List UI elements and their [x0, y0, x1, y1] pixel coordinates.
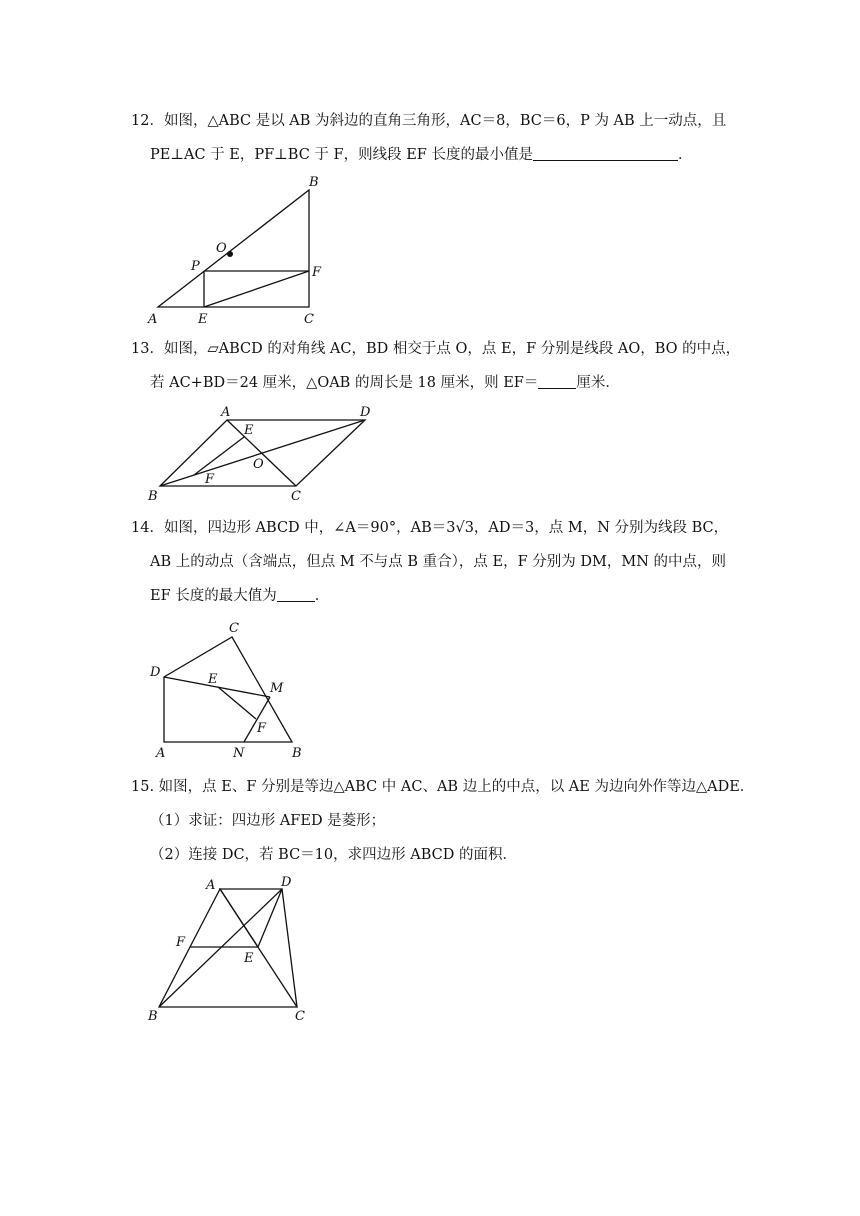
- q13-label-f: F: [205, 472, 215, 487]
- q13-label-a: A: [221, 405, 231, 420]
- q13-text-line-2-body: 若 AC+BD＝24 厘米，△OAB 的周长是 18 厘米，则 EF＝: [150, 375, 539, 391]
- q14-text-line-1: 14．如图，四边形 ABCD 中，∠A＝90°，AB＝3√3，AD＝3，点 M，N 分别为线段 BC，: [131, 520, 729, 536]
- q13-answer-blank: [538, 374, 576, 389]
- q15-label-e: E: [244, 951, 254, 966]
- q15-text-line-1: 15. 如图，点 E、F 分别是等边△ABC 中 AC、AB 边上的中点，以 AE 为边向外作等边△ADE．: [131, 779, 755, 795]
- q15-label-b: B: [148, 1009, 158, 1024]
- q13-label-e: E: [244, 423, 254, 438]
- q12-point-o: [227, 251, 233, 257]
- q12-label-f: F: [312, 265, 322, 280]
- q15-label-d: D: [281, 875, 292, 890]
- q13-label-o: O: [253, 457, 264, 472]
- q12-figure: [140, 170, 370, 330]
- q14-answer-blank: [277, 587, 315, 602]
- q12-label-b: B: [309, 175, 319, 190]
- q13-text-line-2: [150, 373, 620, 393]
- q14-label-d: D: [150, 665, 161, 680]
- q14-figure: [140, 615, 320, 765]
- q15-segment-dc: [282, 889, 297, 1007]
- q14-text-line-3-end: ．: [314, 588, 330, 604]
- q12-segment-ef: [204, 271, 309, 307]
- q13-label-d: D: [360, 405, 371, 420]
- q14-label-m: M: [270, 681, 284, 696]
- q14-label-e: E: [208, 672, 218, 687]
- q14-label-b: B: [292, 746, 302, 761]
- q15-text-line-3: （2）连接 DC，若 BC＝10，求四边形 ABCD 的面积．: [150, 847, 517, 863]
- q15-text-line-2: （1）求证：四边形 AFED 是菱形；: [150, 813, 386, 829]
- q12-text-line-2-body: PE⊥AC 于 E，PF⊥BC 于 F，则线段 EF 长度的最小值是: [150, 147, 533, 163]
- q13-segment-ef: [194, 437, 244, 475]
- q12-triangle-abc: [158, 190, 309, 307]
- q12-text-line-2: [150, 145, 692, 165]
- q12-label-p: P: [191, 259, 200, 274]
- q14-label-n: N: [233, 746, 245, 761]
- q15-figure: [140, 870, 320, 1030]
- q12-label-a: A: [148, 312, 158, 327]
- q13-text-line-2-end: 厘米．: [576, 375, 620, 391]
- q14-text-line-2: AB 上的动点（含端点，但点 M 不与点 B 重合），点 E，F 分别为 DM，MN 的中点，则: [150, 554, 727, 570]
- q15-label-c: C: [295, 1009, 305, 1024]
- q13-figure: [140, 400, 380, 510]
- q13-diagonal-bd: [160, 420, 365, 486]
- q14-segment-ef: [218, 687, 256, 719]
- q12-text-line-2-end: ．: [677, 147, 693, 163]
- q13-label-c: C: [291, 489, 301, 504]
- q14-label-a: A: [156, 746, 166, 761]
- q14-label-f: F: [257, 721, 267, 736]
- q12-label-o: O: [216, 241, 227, 256]
- q12-label-e: E: [198, 312, 208, 327]
- q14-text-line-3: [150, 586, 329, 606]
- q12-text-line-1: 12．如图，△ABC 是以 AB 为斜边的直角三角形，AC＝8，BC＝6，P 为 AB 上一动点，且: [131, 113, 727, 129]
- q15-label-a: A: [206, 878, 216, 893]
- q13-text-line-1: 13．如图，▱ABCD 的对角线 AC，BD 相交于点 O，点 E，F 分别是线段 AO，BO 的中点，: [131, 341, 741, 357]
- q12-label-c: C: [304, 312, 314, 327]
- q12-answer-blank: [533, 146, 678, 161]
- q14-label-c: C: [229, 621, 239, 636]
- q15-label-f: F: [176, 935, 186, 950]
- q14-text-line-3-body: EF 长度的最大值为: [150, 588, 277, 604]
- q13-label-b: B: [148, 489, 158, 504]
